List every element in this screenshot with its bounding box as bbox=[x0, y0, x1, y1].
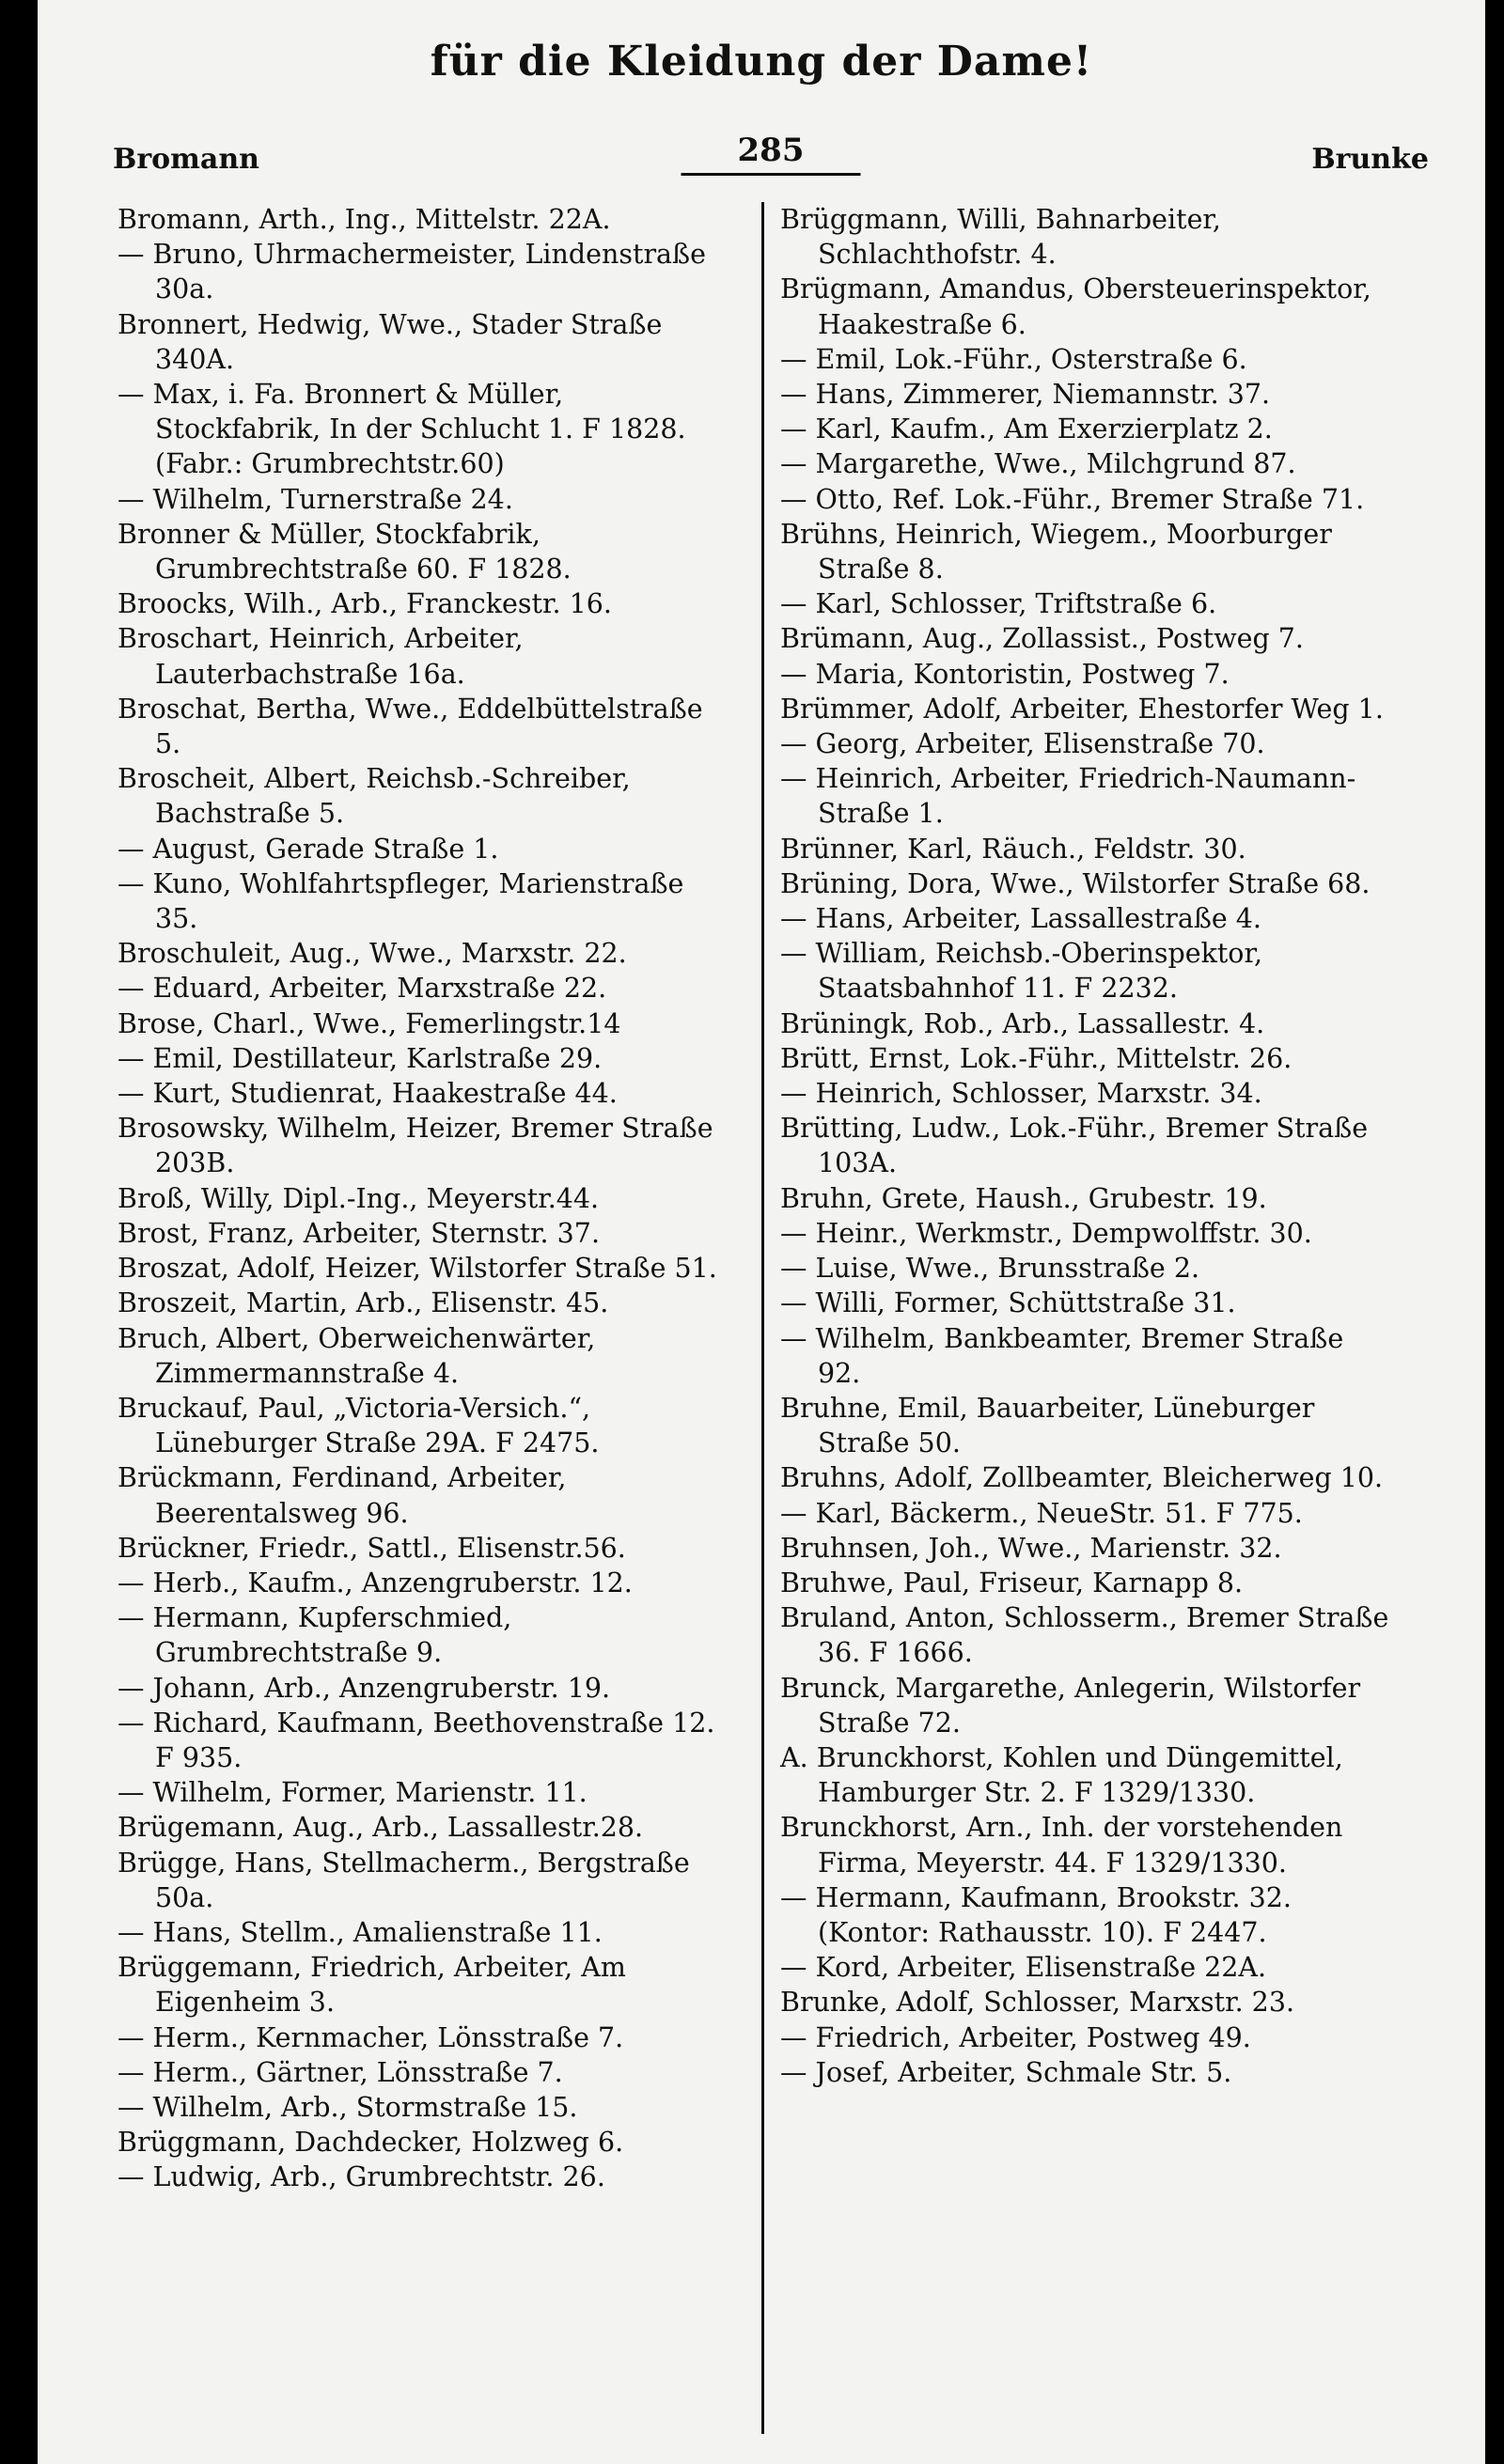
directory-entry: A. Brunckhorst, Kohlen und Düngemittel, Hamburger Str. 2. F 1329/1330. bbox=[780, 1741, 1343, 1809]
directory-entry: — Johann, Arb., Anzengruberstr. 19. bbox=[118, 1672, 611, 1704]
directory-entry: — Kord, Arbeiter, Elisenstraße 22A. bbox=[780, 1952, 1267, 1984]
directory-entry: — Karl, Kaufm., Am Exerzierplatz 2. bbox=[780, 413, 1273, 445]
directory-entry: Brümann, Aug., Zollassist., Postweg 7. bbox=[780, 623, 1304, 655]
directory-entry: Broszeit, Martin, Arb., Elisenstr. 45. bbox=[118, 1287, 609, 1319]
running-header bbox=[113, 132, 1429, 179]
directory-entry: — Emil, Destillateur, Karlstraße 29. bbox=[118, 1042, 603, 1074]
directory-entry: — Karl, Bäckerm., NeueStr. 51. F 775. bbox=[780, 1497, 1303, 1529]
directory-entry: Brüggemann, Friedrich, Arbeiter, Am Eigenheim 3. bbox=[118, 1952, 626, 2019]
directory-entry: Bronner & Müller, Stockfabrik, Grumbrechtstraße 60. F 1828. bbox=[118, 518, 572, 585]
directory-entry: Brügemann, Aug., Arb., Lassallestr.28. bbox=[118, 1812, 644, 1844]
directory-entry: Brünner, Karl, Räuch., Feldstr. 30. bbox=[780, 833, 1246, 865]
directory-entry: — Hermann, Kaufmann, Brookstr. 32. (Kontor: Rathausstr. 10). F 2447. bbox=[780, 1881, 1292, 1948]
directory-entry: Bruhn, Grete, Haush., Grubestr. 19. bbox=[780, 1182, 1267, 1214]
directory-entry: — Wilhelm, Arb., Stormstraße 15. bbox=[118, 2091, 578, 2123]
header-first-entry: Bromann bbox=[113, 143, 259, 176]
directory-entry: Bruhnsen, Joh., Wwe., Marienstr. 32. bbox=[780, 1532, 1282, 1564]
directory-entry: — Hermann, Kupferschmied, Grumbrechtstraße 9. bbox=[118, 1602, 512, 1669]
directory-entry: Bruhwe, Paul, Friseur, Karnapp 8. bbox=[780, 1567, 1244, 1598]
right-column bbox=[780, 202, 1391, 2090]
directory-entry: Bromann, Arth., Ing., Mittelstr. 22A. bbox=[118, 204, 611, 235]
directory-entry: Broszat, Adolf, Heizer, Wilstorfer Straße 51. bbox=[118, 1253, 717, 1285]
directory-entry: Broscheit, Albert, Reichsb.-Schreiber, Bachstraße 5. bbox=[118, 763, 631, 830]
directory-entry: — Wilhelm, Former, Marienstr. 11. bbox=[118, 1777, 588, 1809]
directory-entry: — Heinr., Werkmstr., Dempwolffstr. 30. bbox=[780, 1217, 1312, 1249]
directory-entry: — Ludwig, Arb., Grumbrechtstr. 26. bbox=[118, 2161, 605, 2193]
directory-entry: — William, Reichsb.-Oberinspektor, Staatsbahnhof 11. F 2232. bbox=[780, 938, 1262, 1005]
directory-entry: — Herm., Gärtner, Lönsstraße 7. bbox=[118, 2056, 563, 2088]
directory-entry: — Willi, Former, Schüttstraße 31. bbox=[780, 1287, 1236, 1319]
directory-entry: — August, Gerade Straße 1. bbox=[118, 833, 499, 865]
directory-entry: — Emil, Lok.-Führ., Osterstraße 6. bbox=[780, 343, 1247, 375]
left-column bbox=[118, 202, 728, 2195]
directory-entry: Brunckhorst, Arn., Inh. der vorstehenden Firma, Meyerstr. 44. F 1329/1330. bbox=[780, 1812, 1343, 1879]
directory-entry: — Wilhelm, Turnerstraße 24. bbox=[118, 483, 513, 515]
directory-entry: Brosowsky, Wilhelm, Heizer, Bremer Straße 203B. bbox=[118, 1113, 713, 1179]
directory-entry: Brüggmann, Dachdecker, Holzweg 6. bbox=[118, 2127, 624, 2159]
directory-entry: — Otto, Ref. Lok.-Führ., Bremer Straße 71. bbox=[780, 483, 1365, 515]
directory-entry: Brost, Franz, Arbeiter, Sternstr. 37. bbox=[118, 1217, 600, 1249]
advertisement-banner: für die Kleidung der Dame! bbox=[430, 38, 1093, 86]
directory-entry: — Heinrich, Schlosser, Marxstr. 34. bbox=[780, 1078, 1262, 1110]
directory-entry: Brügmann, Amandus, Obersteuerinspektor, Haakestraße 6. bbox=[780, 273, 1371, 340]
directory-entry: Brütting, Ludw., Lok.-Führ., Bremer Straße 103A. bbox=[780, 1113, 1369, 1179]
directory-entry: Bruhne, Emil, Bauarbeiter, Lüneburger Straße 50. bbox=[780, 1392, 1315, 1459]
directory-entry: Brüggmann, Willi, Bahnarbeiter, Schlachthofstr. 4. bbox=[780, 204, 1221, 271]
directory-entry: — Richard, Kaufmann, Beethovenstraße 12. F 935. bbox=[118, 1707, 715, 1773]
directory-entry: — Hans, Stellm., Amalienstraße 11. bbox=[118, 1916, 603, 1948]
directory-entry: Broschat, Bertha, Wwe., Eddelbüttelstraße 5. bbox=[118, 693, 703, 760]
directory-entry: — Josef, Arbeiter, Schmale Str. 5. bbox=[780, 2056, 1232, 2088]
directory-entry: Broß, Willy, Dipl.-Ing., Meyerstr.44. bbox=[118, 1182, 600, 1214]
page-number: 285 bbox=[682, 132, 861, 176]
directory-entry: — Heinrich, Arbeiter, Friedrich-Naumann-Straße 1. bbox=[780, 763, 1356, 830]
directory-entry: — Herb., Kaufm., Anzengruberstr. 12. bbox=[118, 1567, 633, 1598]
directory-entry: — Hans, Arbeiter, Lassallestraße 4. bbox=[780, 903, 1261, 935]
directory-entry: Brügge, Hans, Stellmacherm., Bergstraße 50a. bbox=[118, 1847, 690, 1913]
directory-entry: Brümmer, Adolf, Arbeiter, Ehestorfer Weg 1. bbox=[780, 693, 1384, 725]
directory-entry: — Bruno, Uhrmachermeister, Lindenstraße 30a. bbox=[118, 239, 706, 305]
directory-entry: — Maria, Kontoristin, Postweg 7. bbox=[780, 658, 1230, 690]
directory-entry: — Karl, Schlosser, Triftstraße 6. bbox=[780, 588, 1217, 620]
directory-entry: — Wilhelm, Bankbeamter, Bremer Straße 92. bbox=[780, 1322, 1344, 1389]
directory-entry: — Luise, Wwe., Brunsstraße 2. bbox=[780, 1253, 1200, 1285]
directory-entry: Bruland, Anton, Schlosserm., Bremer Straße 36. F 1666. bbox=[780, 1602, 1389, 1669]
directory-entry: Brückmann, Ferdinand, Arbeiter, Beerentalsweg 96. bbox=[118, 1462, 567, 1529]
directory-entry: Brüningk, Rob., Arb., Lassallestr. 4. bbox=[780, 1007, 1265, 1039]
directory-entry: Bruckauf, Paul, „Victoria-Versich.“, Lüneburger Straße 29A. F 2475. bbox=[118, 1392, 600, 1459]
directory-entry: — Eduard, Arbeiter, Marxstraße 22. bbox=[118, 973, 607, 1005]
directory-entry: — Friedrich, Arbeiter, Postweg 49. bbox=[780, 2021, 1251, 2053]
directory-entry: Brunck, Margarethe, Anlegerin, Wilstorfer Straße 72. bbox=[780, 1672, 1361, 1739]
directory-entry: Brütt, Ernst, Lok.-Führ., Mittelstr. 26. bbox=[780, 1042, 1292, 1074]
directory-entry: — Hans, Zimmerer, Niemannstr. 37. bbox=[780, 379, 1271, 411]
directory-entry: — Margarethe, Wwe., Milchgrund 87. bbox=[780, 448, 1296, 480]
directory-entry: — Max, i. Fa. Bronnert & Müller, Stockfabrik, In der Schlucht 1. F 1828. (Fabr.: Grumbrechtstr.60) bbox=[118, 379, 686, 480]
directory-entry: — Kurt, Studienrat, Haakestraße 44. bbox=[118, 1078, 618, 1110]
header-last-entry: Brunke bbox=[1311, 143, 1429, 176]
directory-entry: — Herm., Kernmacher, Lönsstraße 7. bbox=[118, 2021, 624, 2053]
directory-entry: Brühns, Heinrich, Wiegem., Moorburger Straße 8. bbox=[780, 518, 1332, 585]
directory-entry: — Kuno, Wohlfahrtspfleger, Marienstraße 35. bbox=[118, 867, 684, 935]
directory-entry: Broschuleit, Aug., Wwe., Marxstr. 22. bbox=[118, 938, 627, 970]
directory-entry: Bronnert, Hedwig, Wwe., Stader Straße 340A. bbox=[118, 308, 663, 375]
column-divider bbox=[761, 202, 764, 2434]
directory-entry: Brose, Charl., Wwe., Femerlingstr.14 bbox=[118, 1007, 621, 1039]
directory-entry: Brückner, Friedr., Sattl., Elisenstr.56. bbox=[118, 1532, 626, 1564]
directory-entry: Broschart, Heinrich, Arbeiter, Lauterbachstraße 16a. bbox=[118, 623, 524, 690]
directory-entry: Bruhns, Adolf, Zollbeamter, Bleicherweg 10. bbox=[780, 1462, 1384, 1494]
directory-entry: Brüning, Dora, Wwe., Wilstorfer Straße 68. bbox=[780, 867, 1371, 899]
directory-entry: Bruch, Albert, Oberweichenwärter, Zimmermannstraße 4. bbox=[118, 1322, 596, 1389]
directory-entry: — Georg, Arbeiter, Elisenstraße 70. bbox=[780, 728, 1265, 760]
directory-entry: Brunke, Adolf, Schlosser, Marxstr. 23. bbox=[780, 1987, 1295, 2019]
directory-page bbox=[38, 0, 1485, 2464]
directory-entry: Broocks, Wilh., Arb., Franckestr. 16. bbox=[118, 588, 612, 620]
